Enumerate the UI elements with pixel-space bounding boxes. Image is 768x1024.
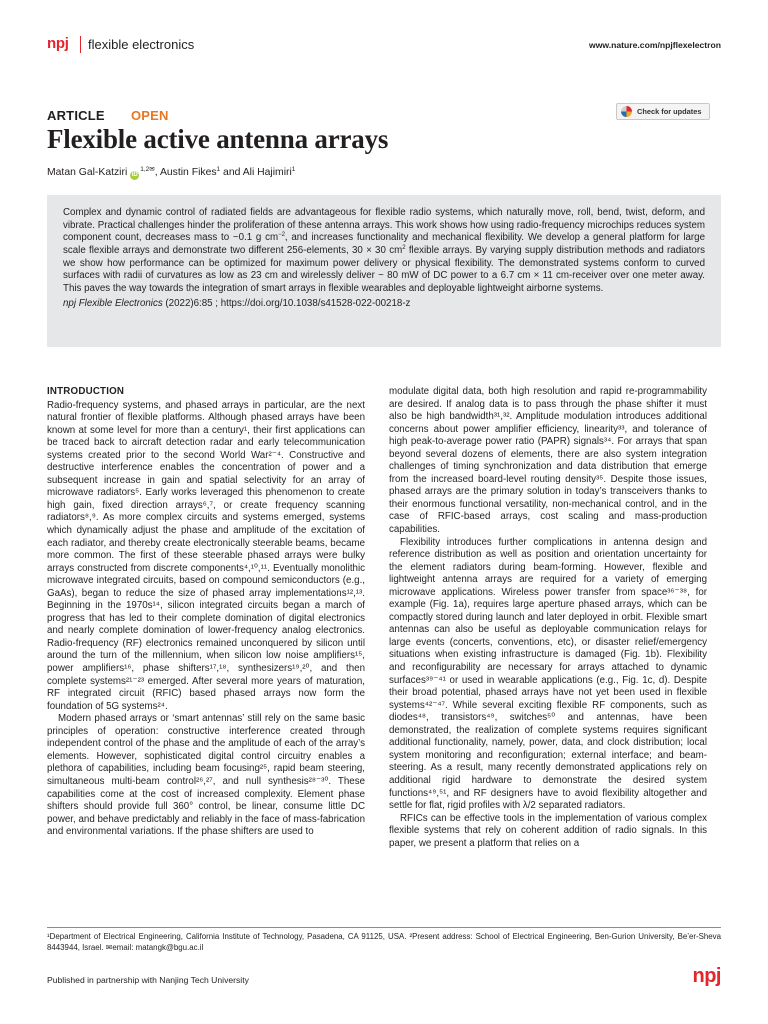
publisher-note: Published in partnership with Nanjing Tech University <box>47 975 249 985</box>
citation-doi[interactable]: (2022)6:85 ; https://doi.org/10.1038/s41528-022-00218-z <box>162 297 411 309</box>
article-type-label: ARTICLE <box>47 108 105 123</box>
section-heading: INTRODUCTION <box>47 386 125 397</box>
journal-url-link[interactable]: www.nature.com/npjflexelectron <box>589 40 721 50</box>
open-access-label: OPEN <box>131 108 169 123</box>
npj-footer-logo[interactable]: npj <box>692 965 721 987</box>
body-paragraph: Modern phased arrays or ‘smart antennas’ still rely on the same basic principles of operation: constructive interference created through independent control of the phase and the amplitude of each of the array’s elements. However, sophisticated digital control circuitry enables a plethora of capabilities, including beam focusing²⁵, rapid beam steering, simultaneous multi-beam control²⁶,²⁷, and null synthesis²⁸⁻³⁰. These capabilities come at the cost of increased complexity. Element phase shifters should provide full 360° control, be linear, consume little DC power, and behave predictably and reliably in the face of mass-fabrication and environmental variations. If the phase shifters are used to <box>47 713 365 838</box>
header-divider <box>80 36 81 53</box>
body-paragraph: modulate digital data, both high resolution and rapid re-programmability are desired. If analog data is to pass through the phase shifter it must also be high bandwidth³¹,³². Amplitude modulation introduces additional concerns about power amplifier efficiency, linearity³³, and tolerance of high peak-to-average power ratio (PAPR) signals³⁴. For arrays that span beyond several dozens of elements, there are also system integration challenges of timing synchronization and data distribution that emerge from the increased board-level routing density³⁵. Despite those issues, phased arrays are the primary solution in today’s transceivers thanks to their enormous functional versatility, non-mechanical control, and in the case of RFIC-based arrays, cost scaling and mass-production capabilities. <box>389 386 707 536</box>
check-for-updates-label: Check for updates <box>637 107 702 116</box>
check-for-updates-button[interactable] <box>616 103 710 120</box>
body-paragraph: Flexibility introduces further complications in antenna design and reference distribution as well as position and orientation uncertainty for the element radiators during beam-forming. However, flexible and lightweight antenna arrays are required for a variety of emerging microwave applications. Wireless power transfer from space³⁶⁻³⁸, for example (Fig. 1a), requires large aperture phased arrays, which can be compactly stored during launch and later deployed in orbit. Flexible smart antennas can also be useful as deployable communication relays for large events (concerts, conventions, etc), or disaster relief/emergency situations when existing infrastructure is damaged (Fig. 1b). Flexibility and reconfigurability are necessary for arrays attached to dynamic surfaces³⁹⁻⁴¹ or used in wearable applications (e.g., Fig. 1c, d). Despite their broad potential, phased arrays have not yet been used in flexible systems⁴²⁻⁴⁷. While several exciting flexible RF components, such as diodes⁴⁸, transistors⁴⁹, switches⁵⁰ and antennas, have been demonstrated, the realization of complete systems requires significant additional functionality, namely, power, data, and clock distribution; local system monitoring and reconfiguration; external interface; and beam-steering. As a result, many recently demonstrated applications rely on additional rigid hardware to demonstrate the desired system functions⁴⁹,⁵¹, and RF designers have to avoid flexibility altogether and settle for flat, rigid profiles with λ/2 separated radiators. <box>389 536 707 812</box>
author-name[interactable]: Matan Gal-Katziri <box>47 167 128 178</box>
author-list: Matan Gal-Katziri $iD^{1,2✉}$, Austin Fikes$^1$ and Ali Hajimiri$^1$ <box>47 166 296 178</box>
crossmark-icon <box>621 106 632 117</box>
author-name[interactable]: Ali Hajimiri <box>242 167 292 178</box>
body-column-left <box>47 386 365 839</box>
affiliation-footnote: ¹Department of Electrical Engineering, California Institute of Technology, Pasadena, CA 91125, USA. ²Present address: School of Electrical Engineering, Ben-Gurion University, Be’er-Sheva 8443944, Israel. ✉email: matangk@bgu.ac.il <box>47 932 721 953</box>
author-name[interactable]: Austin Fikes <box>159 167 217 178</box>
footnote-divider <box>47 927 721 928</box>
body-column-right <box>389 386 707 850</box>
body-paragraph: RFICs can be effective tools in the implementation of various complex flexible systems that rely on coherent addition of radio signals. In this paper, we present a platform that relies on a <box>389 812 707 849</box>
author-affiliation: 1 <box>291 166 296 173</box>
orcid-icon[interactable]: iD <box>131 172 138 178</box>
citation-journal: npj Flexible Electronics <box>63 297 163 309</box>
journal-name[interactable]: flexible electronics <box>88 37 195 52</box>
npj-logo[interactable]: npj <box>47 35 69 52</box>
citation-line <box>63 298 705 311</box>
journal-header <box>47 35 721 55</box>
abstract-text: Complex and dynamic control of radiated fields are advantageous for flexible radio systems, which naturally move, roll, bend, twist, deform, and vibrate. Practical challenges hinder the proliferation of these antenna arrays. This work shows how using radio-frequency microchips reduces system component count, decreases mass to ~0.1 g $cm^{-2}$, and increases functionality and mechanical flexibility. We develop a general platform for large scale flexible arrays and demonstrate two different 256-elements, 30 × 30 $cm^2$ flexible arrays. By varying supply distribution methods and radiators we show how performance can be optimized for maximum power delivery or physical flexibility. The demonstrated systems conform to curved surfaces with radii of curvatures as low as 23 cm and wirelessly deliver ~ 80 mW of DC power to a 6.7 cm × 11 cm-receiver over one meter away. This paves the way towards the integration of smart arrays in flexible wearables and deployable lightweight airborne systems. <box>63 207 705 294</box>
abstract-panel <box>47 195 721 347</box>
article-title: Flexible active antenna arrays <box>47 124 389 154</box>
body-paragraph: Radio-frequency systems, and phased arrays in particular, are the next natural frontier of flexible platforms. Although phased arrays have been known at some level for more than a century¹, their first applications can be traced back to aircraft detection radar and early telecommunication systems created prior to the second World War²⁻⁴. Constructive and destructive interference enables the concentration of power and a subsequent increase in gain and spatial selectivity for an array of microwave radiators⁵. Early works leveraged this phenomenon to create high gain, fixed direction arrays⁶,⁷, or create frequency scanning radiators⁸,⁹. As more complex circuits and systems emerged, systems which dynamically adjust the phase and amplitude of the excitation of each radiator, and thereby create electronically steerable beams, became more common. The first of these steerable phased arrays were bulky arrays constructed from discrete components⁴,¹⁰,¹¹. Eventually monolithic microwave integrated circuits, based on compound semiconductors (e.g., GaAs), began to reduce the size of phased array implementations¹²,¹³. Beginning in the 1970s¹⁴, silicon integrated circuits began a march of progress that has led to their complete domination of digital electronics and nearly complete domination of lower-frequency analog electronics. Radio-frequency (RF) electronics remained unconquered by silicon until around the turn of the millennium, when silicon low noise amplifiers¹⁵, power amplifiers¹⁶, phase shifters¹⁷,¹⁸, synthesizers¹⁹,²⁰, and then complete systems²¹⁻²³ emerged. After several more years of maturation, RF integrated circuit (RFIC) based phased arrays now form the foundation of 5G systems²⁴. <box>47 399 365 712</box>
author-affiliation: 1 <box>216 166 221 173</box>
author-affiliation: 1,2✉ <box>140 166 155 173</box>
